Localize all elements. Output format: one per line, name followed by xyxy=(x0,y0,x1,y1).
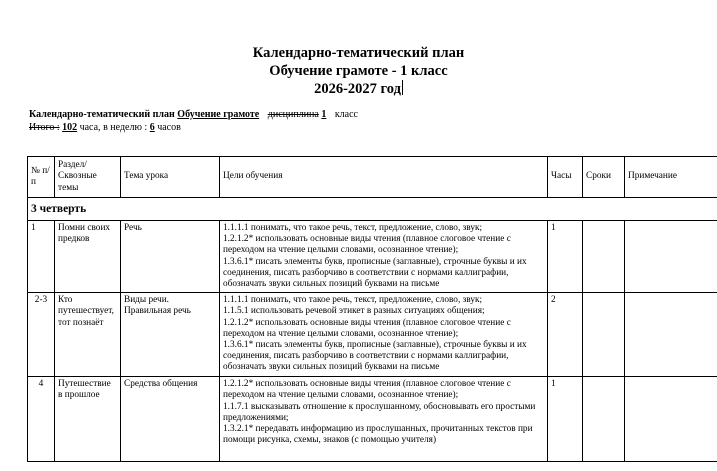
table-row xyxy=(28,377,717,462)
row-hours: 1 xyxy=(548,377,583,462)
goal-item: 1.1.1.1 понимать, что такое речь, текст, предложение, слово, звук; xyxy=(223,295,483,306)
week-hours-word: часов xyxy=(157,122,181,133)
table-header-row xyxy=(28,157,717,198)
row-notes[interactable] xyxy=(625,221,717,293)
row-num: 2-3 xyxy=(28,293,55,377)
table-row xyxy=(28,293,717,377)
row-section: Путешествие в прошлое xyxy=(55,377,121,462)
header-num: № п/п xyxy=(28,157,55,198)
title-line-3: 2026-2027 год xyxy=(314,81,401,97)
text-cursor xyxy=(402,80,403,95)
goal-item: 1.3.6.1* писать элементы букв, прописные (заглавные), строчные буквы и их соединения, писать разборчиво в соответствии с нормами каллиграфии, обозначать звуки сильных позиций буквами на письме xyxy=(223,340,527,373)
plan-label: Календарно-тематический план xyxy=(29,109,175,120)
row-section: Кто путешествует, тот познаёт xyxy=(55,293,121,377)
row-topic: Средства общения xyxy=(121,377,220,462)
goal-item: 1.2.1.2* использовать основные виды чтения (плавное слоговое чтение с переходом на чтение целыми словами, осознанное чтение); xyxy=(223,317,511,339)
goal-item: 1.1.7.1 высказывать отношение к прослушанному, обосновывать его простыми предложениями; xyxy=(223,401,536,423)
week-hours: 6 xyxy=(149,122,155,133)
goal-item: 1.3.2.1* передавать информацию из прослушанных, прочитанных текстов при помощи рисунка, схемы, знаков (с помощью учителя) xyxy=(223,424,533,446)
discipline-word: дисциплина xyxy=(267,109,319,120)
goal-item: 1.3.6.1* писать элементы букв, прописные (заглавные), строчные буквы и их соединения, писать разборчиво в соответствии с нормами каллиграфии, обозначать звуки сильных позиций буквами на письме xyxy=(223,256,527,290)
header-section: Раздел/ Сквозные темы xyxy=(55,157,121,198)
grade-word: класс xyxy=(334,109,358,120)
title-line-2: Обучение грамоте - 1 класс xyxy=(269,63,448,79)
row-num: 4 xyxy=(28,377,55,462)
subject-name: Обучение грамоте xyxy=(177,109,260,120)
row-section: Помни своих предков xyxy=(55,221,121,293)
row-goals xyxy=(220,377,548,462)
thematic-plan-table xyxy=(27,156,717,462)
grade-number: 1 xyxy=(321,109,327,120)
header-hours: Часы xyxy=(548,157,583,198)
document-title xyxy=(0,44,717,98)
row-goals xyxy=(220,293,548,377)
row-hours: 1 xyxy=(548,221,583,293)
header-dates: Сроки xyxy=(583,157,625,198)
row-dates[interactable] xyxy=(583,293,625,377)
header-notes: Примечание xyxy=(625,157,717,198)
total-hours: 102 xyxy=(62,122,78,133)
row-goals xyxy=(220,221,548,293)
goal-item: 1.1.1.1 понимать, что такое речь, текст, предложение, слово, звук; xyxy=(223,223,483,233)
row-hours: 2 xyxy=(548,293,583,377)
goal-item: 1.2.1.2* использовать основные виды чтения (плавное слоговое чтение с переходом на чтение целыми словами, осознанное чтение); xyxy=(223,234,511,256)
row-topic: Речь xyxy=(121,221,220,293)
per-week-label: в неделю : xyxy=(103,122,148,133)
hours-meta-line xyxy=(29,122,181,134)
goal-item: 1.2.1.2* использовать основные виды чтения (плавное слоговое чтение с переходом на чтение целыми словами, осознанное чтение); xyxy=(223,379,511,401)
quarter-label: 3 четверть xyxy=(28,198,717,221)
quarter-row xyxy=(28,198,717,221)
row-topic: Виды речи. Правильная речь xyxy=(121,293,220,377)
table-row xyxy=(28,221,717,293)
plan-meta-line xyxy=(29,109,358,121)
row-dates[interactable] xyxy=(583,377,625,462)
header-goals: Цели обучения xyxy=(220,157,548,198)
hours-word: часа, xyxy=(79,122,101,133)
row-notes[interactable] xyxy=(625,293,717,377)
row-num: 1 xyxy=(28,221,55,293)
goal-item: 1.1.5.1 использовать речевой этикет в разных ситуациях общения; xyxy=(223,306,485,317)
header-topic: Тема урока xyxy=(121,157,220,198)
row-notes[interactable] xyxy=(625,377,717,462)
total-label: Итого : xyxy=(29,122,60,133)
row-dates[interactable] xyxy=(583,221,625,293)
title-line-1: Календарно-тематический план xyxy=(252,45,465,61)
